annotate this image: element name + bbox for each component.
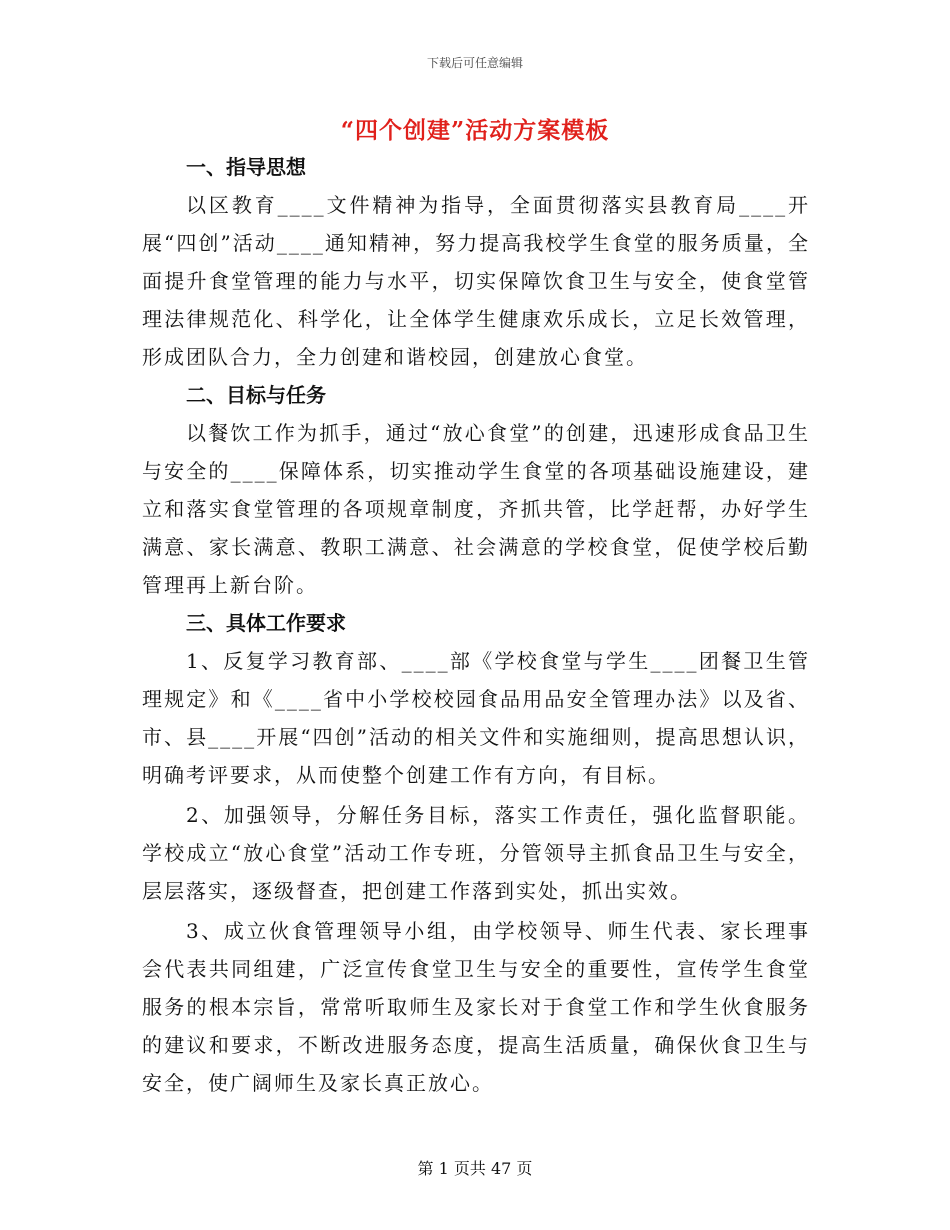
section-work-requirements [142, 604, 810, 1102]
page-header-note: 下载后可任意编辑 [426, 56, 523, 70]
paragraph: 以餐饮工作为抓手，通过“放心食堂”的创建，迅速形成食品卫生与安全的____保障体系，切实推动学生食堂的各项基础设施建设，建立和落实食堂管理的各项规章制度，齐抓共管，比学赶帮，办好学生满意、家长满意、教职工满意、社会满意的学校食堂，促使学校后勤管理再上新台阶。 [142, 421, 810, 597]
section-guiding-ideology [142, 148, 810, 376]
paragraph: 3、成立伙食管理领导小组，由学校领导、师生代表、家长理事会代表共同组建，广泛宣传食堂卫生与安全的重要性，宣传学生食堂服务的根本宗旨，常常听取师生及家长对于食堂工作和学生伙食服务的建议和要求，不断改进服务态度，提高生活质量，确保伙食卫生与安全，使广阔师生及家长真正放心。 [142, 919, 810, 1095]
section-heading: 三、具体工作要求 [186, 611, 346, 635]
section-heading: 一、指导思想 [186, 155, 306, 179]
document-body [142, 148, 810, 1102]
page-number: 第 1 页共 47 页 [417, 1159, 533, 1178]
paragraph: 以区教育____文件精神为指导，全面贯彻落实县教育局____开展“四创”活动____通知精神，努力提高我校学生食堂的服务质量，全面提升食堂管理的能力与水平，切实保障饮食卫生与安全，使食堂管理法律规范化、科学化，让全体学生健康欢乐成长，立足长效管理，形成团队合力，全力创建和谐校园，创建放心食堂。 [142, 193, 810, 369]
section-goals-tasks [142, 376, 810, 604]
paragraph: 1、反复学习教育部、____部《学校食堂与学生____团餐卫生管理规定》和《____省中小学校校园食品用品安全管理办法》以及省、市、县____开展“四创”活动的相关文件和实施细则，提高思想认识，明确考评要求，从而使整个创建工作有方向，有目标。 [142, 649, 810, 787]
paragraph: 2、加强领导，分解任务目标，落实工作责任，强化监督职能。学校成立“放心食堂”活动工作专班，分管领导主抓食品卫生与安全，层层落实，逐级督查，把创建工作落到实处，抓出实效。 [142, 803, 810, 903]
document-title: “四个创建”活动方案模板 [340, 117, 610, 144]
section-heading: 二、目标与任务 [186, 383, 326, 407]
